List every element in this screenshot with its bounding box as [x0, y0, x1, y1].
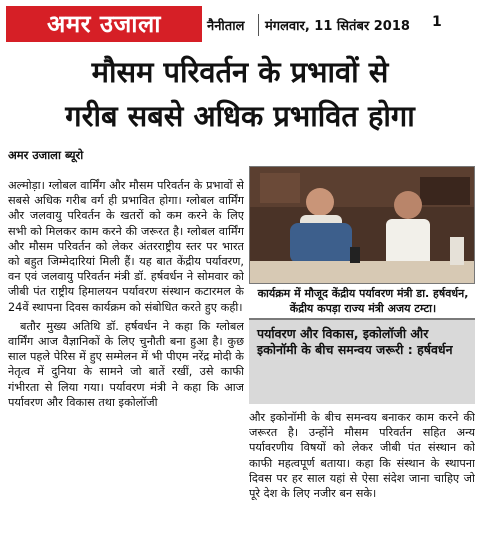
headline-line-1: मौसम परिवर्तन के प्रभावों से — [91, 55, 389, 89]
paragraph-1: अल्मोड़ा। ग्लोबल वार्मिंग और मौसम परिवर्तन के प्रभावों से सबसे अधिक गरीब वर्ग ही प्रभावित होगा। ग्लोबल वार्मिंग और जलवायु परिवर्तन के खतरों को कम करने के लिए सभी को मिलकर काम करने की जरूरत है। ग्लोबल वार्मिंग और मौसम परिवर्तन को लेकर अंतरराष्ट्रीय स्तर पर भारत को बहुत जिम्मेदारियां मिली हैं। यह बात केंद्रीय पर्यावरण, वन एवं जलवायु परिवर्तन मंत्री डॉ. हर्षवर्धन ने सोमवार को जीबी पंत राष्ट्रीय हिमालयन पर्यावरण संस्थान कटारमल के 24वें स्थापना दिवस कार्यक्रम को संबोधित करते हुए कही। — [8, 179, 244, 314]
article-body-right: और इकोनॉमी के बीच समन्वय बनाकर काम करने की जरूरत है। उन्होंने मौसम परिवर्तन सहित अन्य पर्यावरणीय विषयों को लेकर जीबी पंत संस्थान को काफी महत्वपूर्ण बताया। कहा कि संस्थान के स्थापना दिवस पर हर साल यहां से ऐसा संदेश जाना चाहिए जो पूरे देश के लिए नजीर बन सके। — [249, 411, 475, 501]
masthead — [0, 0, 480, 44]
byline: अमर उजाला ब्यूरो — [8, 148, 84, 162]
news-photo — [249, 166, 475, 284]
masthead-divider — [258, 14, 259, 36]
issue-date: मंगलवार, 11 सितंबर 2018 — [265, 19, 410, 34]
edition-name: नैनीताल — [207, 19, 245, 34]
headline-line-2: गरीब सबसे अधिक प्रभावित होगा — [65, 99, 415, 133]
paragraph-2: बतौर मुख्य अतिथि डॉ. हर्षवर्धन ने कहा कि ग्लोबल वार्मिंग आज वैज्ञानिकों के लिए चुनौती बना हुआ है। कुछ साल पहले पेरिस में हुए सम्मेलन में भी पीएम नरेंद्र मोदी के नेतृत्व में दुनिया के सामने जो बातें रखीं, उसे काफी गंभीरता से लिया गया। पर्यावरण मंत्री ने कहा कि आज पर्यावरण और विकास तथा इकोलॉजी — [8, 319, 244, 409]
sidebar-headline: पर्यावरण और विकास, इकोलॉजी और इकोनॉमी के बीच समन्वय जरूरी : हर्षवर्धन — [249, 318, 475, 404]
newspaper-logo: अमर उजाला — [6, 6, 202, 42]
photo-illustration — [250, 167, 475, 284]
article-body-left — [8, 178, 244, 540]
headline — [0, 50, 480, 138]
page-number: 1 — [432, 14, 442, 30]
photo-caption: कार्यक्रम में मौजूद केंद्रीय पर्यावरण मंत्री डा. हर्षवर्धन, केंद्रीय कपड़ा राज्य मंत्री अजय टम्टा। — [257, 287, 469, 315]
